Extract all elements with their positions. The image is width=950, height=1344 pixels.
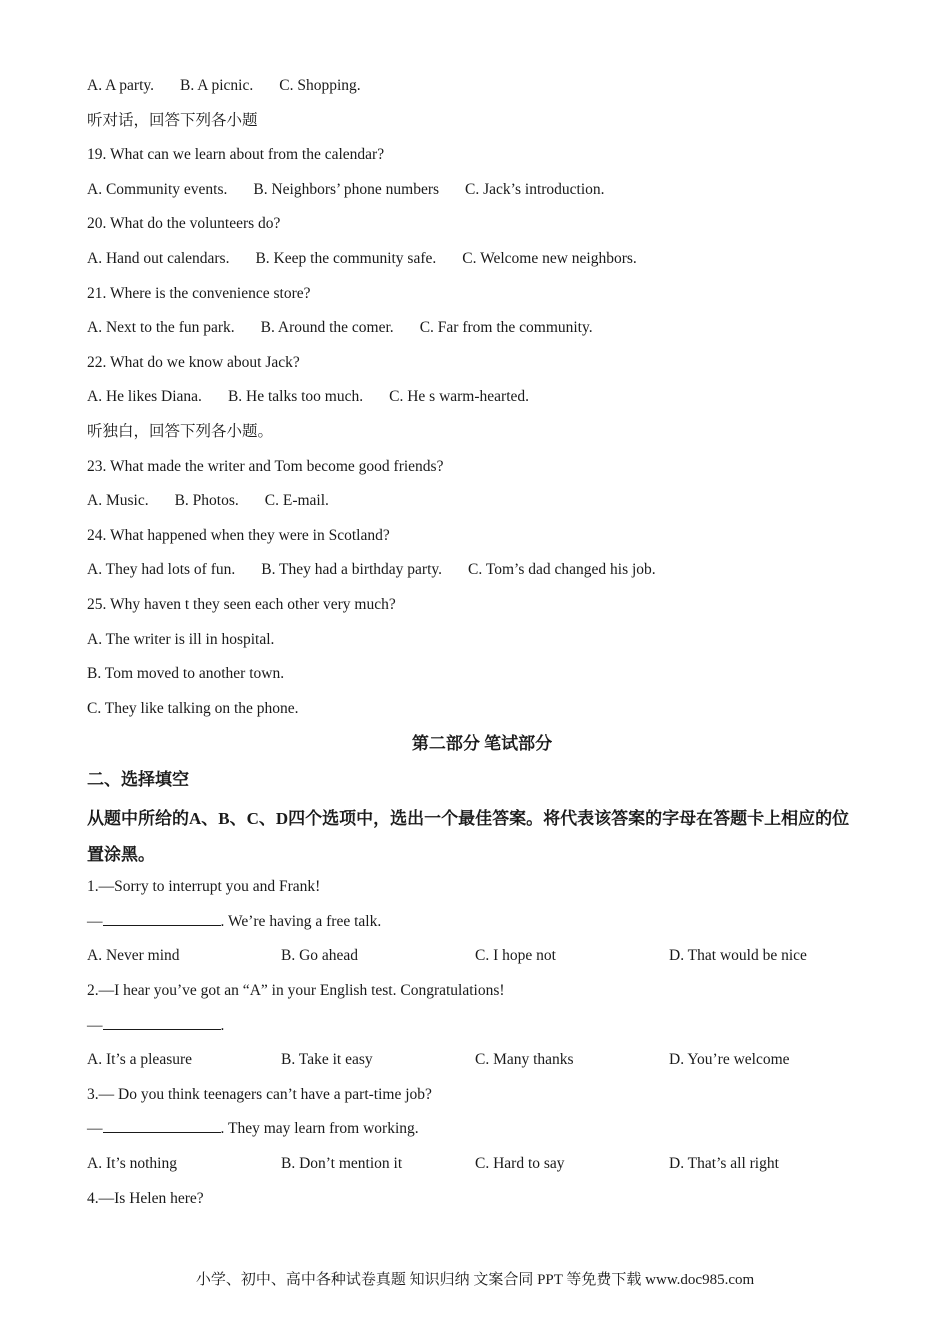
option-a: A. Next to the fun park. <box>87 319 235 337</box>
option-d: D. That’s all right <box>669 1155 779 1173</box>
option-b: B. Keep the community safe. <box>255 249 437 267</box>
option-c: C. Welcome new neighbors. <box>462 249 637 267</box>
option-b: B. A picnic. <box>180 77 254 94</box>
option-a: A. Community events. <box>87 180 228 198</box>
question-25: 25. Why haven t they seen each other very much? <box>87 595 396 613</box>
option-a: A. He likes Diana. <box>87 388 202 406</box>
options-23 <box>87 487 877 522</box>
question-23: 23. What made the writer and Tom become good friends? <box>87 457 444 475</box>
options-20 <box>87 245 877 280</box>
option-b: B. Take it easy <box>281 1051 373 1069</box>
option-a: A. Never mind <box>87 947 180 965</box>
option-d: D. That would be nice <box>669 947 807 965</box>
option-a: A. Music. <box>87 492 149 510</box>
options-2 <box>87 1046 877 1081</box>
option-b: B. Neighbors’ phone numbers <box>253 180 440 198</box>
option-d: D. You’re welcome <box>669 1051 790 1069</box>
option-a: A. It’s a pleasure <box>87 1051 193 1069</box>
section-title: 二、选择填空 <box>87 770 189 790</box>
answer-blank <box>103 1118 221 1133</box>
question-21: 21. Where is the convenience store? <box>87 284 311 302</box>
option-a: A. A party. <box>87 77 155 94</box>
option-a: A. The writer is ill in hospital. <box>87 630 275 648</box>
answer-line-1 <box>87 908 877 943</box>
exam-page <box>87 72 877 1219</box>
answer-blank <box>103 1015 221 1030</box>
option-b: B. He talks too much. <box>227 388 364 406</box>
option-c: C. E-mail. <box>264 492 329 510</box>
page-footer: 小学、初中、高中各种试卷真题 知识归纳 文案合同 PPT 等免费下载 www.doc985.com <box>195 1272 755 1288</box>
option-a: A. It’s nothing <box>87 1155 177 1173</box>
option-c: C. I hope not <box>475 947 556 965</box>
question-20: 20. What do the volunteers do? <box>87 215 281 233</box>
options-3 <box>87 1150 877 1185</box>
options-1 <box>87 942 877 977</box>
options-22 <box>87 383 877 418</box>
option-b: B. Don’t mention it <box>281 1155 403 1173</box>
option-c: C. Jack’s introduction. <box>465 180 605 198</box>
answer-line-text: . We’re having a free talk. <box>220 912 382 930</box>
options-21 <box>87 314 877 349</box>
answer-line-3 <box>87 1115 877 1150</box>
listening-monologue-heading: 听独白，回答下列各小题。 <box>87 422 274 440</box>
option-b: B. Around the comer. <box>260 319 394 337</box>
option-c: C. Many thanks <box>475 1051 574 1069</box>
dash: — <box>87 912 103 930</box>
question-22: 22. What do we know about Jack? <box>87 353 300 371</box>
option-b: B. Go ahead <box>281 947 359 965</box>
dash: — <box>87 1120 103 1138</box>
answer-line-2 <box>87 1012 877 1047</box>
option-a: A. They had lots of fun. <box>87 561 236 579</box>
question-4: 4.—Is Helen here? <box>87 1189 204 1207</box>
option-b: B. Photos. <box>174 492 239 510</box>
question-19: 19. What can we learn about from the calendar? <box>87 146 385 164</box>
answer-blank <box>103 911 221 926</box>
option-a: A. Hand out calendars. <box>87 249 230 267</box>
option-c: C. They like talking on the phone. <box>87 699 299 717</box>
option-b: B. Tom moved to another town. <box>87 665 285 683</box>
option-b: B. They had a birthday party. <box>261 561 443 579</box>
option-c: C. Shopping. <box>279 77 361 94</box>
option-c: C. Far from the community. <box>419 319 593 337</box>
answer-line-text: . They may learn from working. <box>220 1120 419 1138</box>
options-18 <box>87 72 877 107</box>
section-instruction: 从题中所给的A、B、C、D四个选项中，选出一个最佳答案。将代表该答案的字母在答题卡上相应的位置涂黑。 <box>87 809 850 865</box>
question-24: 24. What happened when they were in Scotland? <box>87 526 390 544</box>
question-3: 3.— Do you think teenagers can’t have a part-time job? <box>87 1085 432 1103</box>
question-2: 2.—I hear you’ve got an “A” in your English test. Congratulations! <box>87 982 505 1000</box>
option-c: C. Tom’s dad changed his job. <box>468 561 656 579</box>
options-24 <box>87 556 877 591</box>
listening-dialogue-heading: 听对话，回答下列各小题 <box>87 111 258 129</box>
part-two-title: 第二部分 笔试部分 <box>411 734 553 754</box>
option-c: C. He s warm-hearted. <box>389 388 530 406</box>
question-1: 1.—Sorry to interrupt you and Frank! <box>87 878 321 896</box>
answer-line-text: . <box>220 1016 225 1034</box>
dash: — <box>87 1016 103 1034</box>
options-19 <box>87 176 877 211</box>
option-c: C. Hard to say <box>475 1155 565 1173</box>
